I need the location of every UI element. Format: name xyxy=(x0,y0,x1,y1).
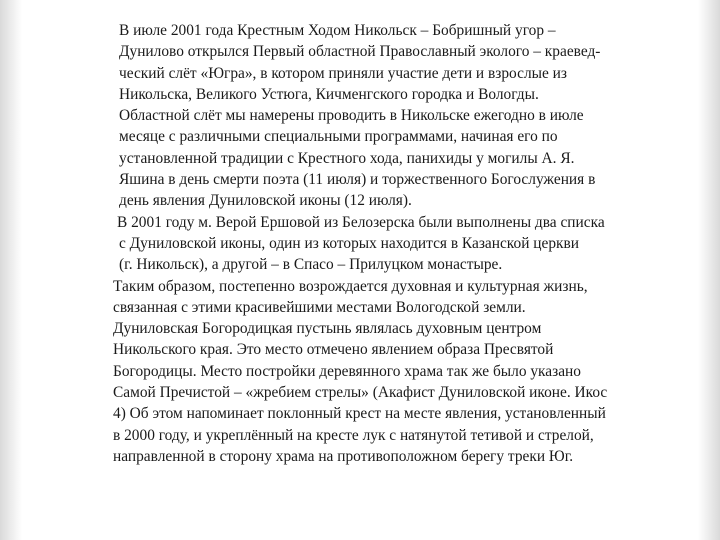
text-line: В июле 2001 года Крестным Ходом Никольск – Бобришный угор – xyxy=(119,22,556,39)
text-line: Таким образом, постепенно возрождается духовная и культурная жизнь, xyxy=(113,277,588,295)
text-line: Дунилово открылся Первый областной Православный эколого – краевед- xyxy=(119,43,601,61)
text-line: направленной в сторону храма на противоположном берегу треки Юг. xyxy=(113,447,574,465)
text-line: Никольского края. Это место отмечено явлением образа Пресвятой xyxy=(113,341,554,359)
text-line: в 2000 году, и укреплённый на кресте лук с натянутой тетивой и стрелой, xyxy=(113,426,594,444)
text-line: месяце с различными специальными программами, начиная его по xyxy=(119,128,558,146)
text-line: Яшина в день смерти поэта (11 июля) и торжественного Богослужения в xyxy=(119,171,596,189)
text-line: Никольска, Великого Устюга, Кичменгского городка и Вологды. xyxy=(119,85,539,103)
left-edge-shadow xyxy=(0,0,22,540)
text-line: (г. Никольск), а другой – в Спасо – Прилуцком монастыре. xyxy=(119,256,503,274)
text-line: Областной слёт мы намерены проводить в Никольске ежегодно в июле xyxy=(119,107,584,125)
text-line: 4) Об этом напоминает поклонный крест на месте явления, установленный xyxy=(113,405,606,423)
text-line: день явления Дуниловской иконы (12 июля). xyxy=(119,192,412,210)
body-text xyxy=(113,20,713,467)
text-line: связанная с этими красивейшими местами Вологодской земли. xyxy=(113,298,526,316)
text-line: Самой Пречистой – «жребием стрелы» (Акафист Дуниловской иконе. Икос xyxy=(113,384,608,402)
text-line: установленной традиции с Крестного хода, панихиды у могилы А. Я. xyxy=(119,149,575,167)
text-line: В 2001 году м. Верой Ершовой из Белозерска были выполнены два списка xyxy=(117,213,605,231)
text-line: Богородицы. Место постройки деревянного храма так же было указано xyxy=(113,362,581,380)
text-line: с Дуниловской иконы, один из которых находится в Казанской церкви xyxy=(119,234,580,252)
text-line: ческий слёт «Югра», в котором приняли участие дети и взрослые из xyxy=(119,64,567,82)
text-line: Дуниловская Богородицкая пустынь являлась духовным центром xyxy=(113,320,542,338)
